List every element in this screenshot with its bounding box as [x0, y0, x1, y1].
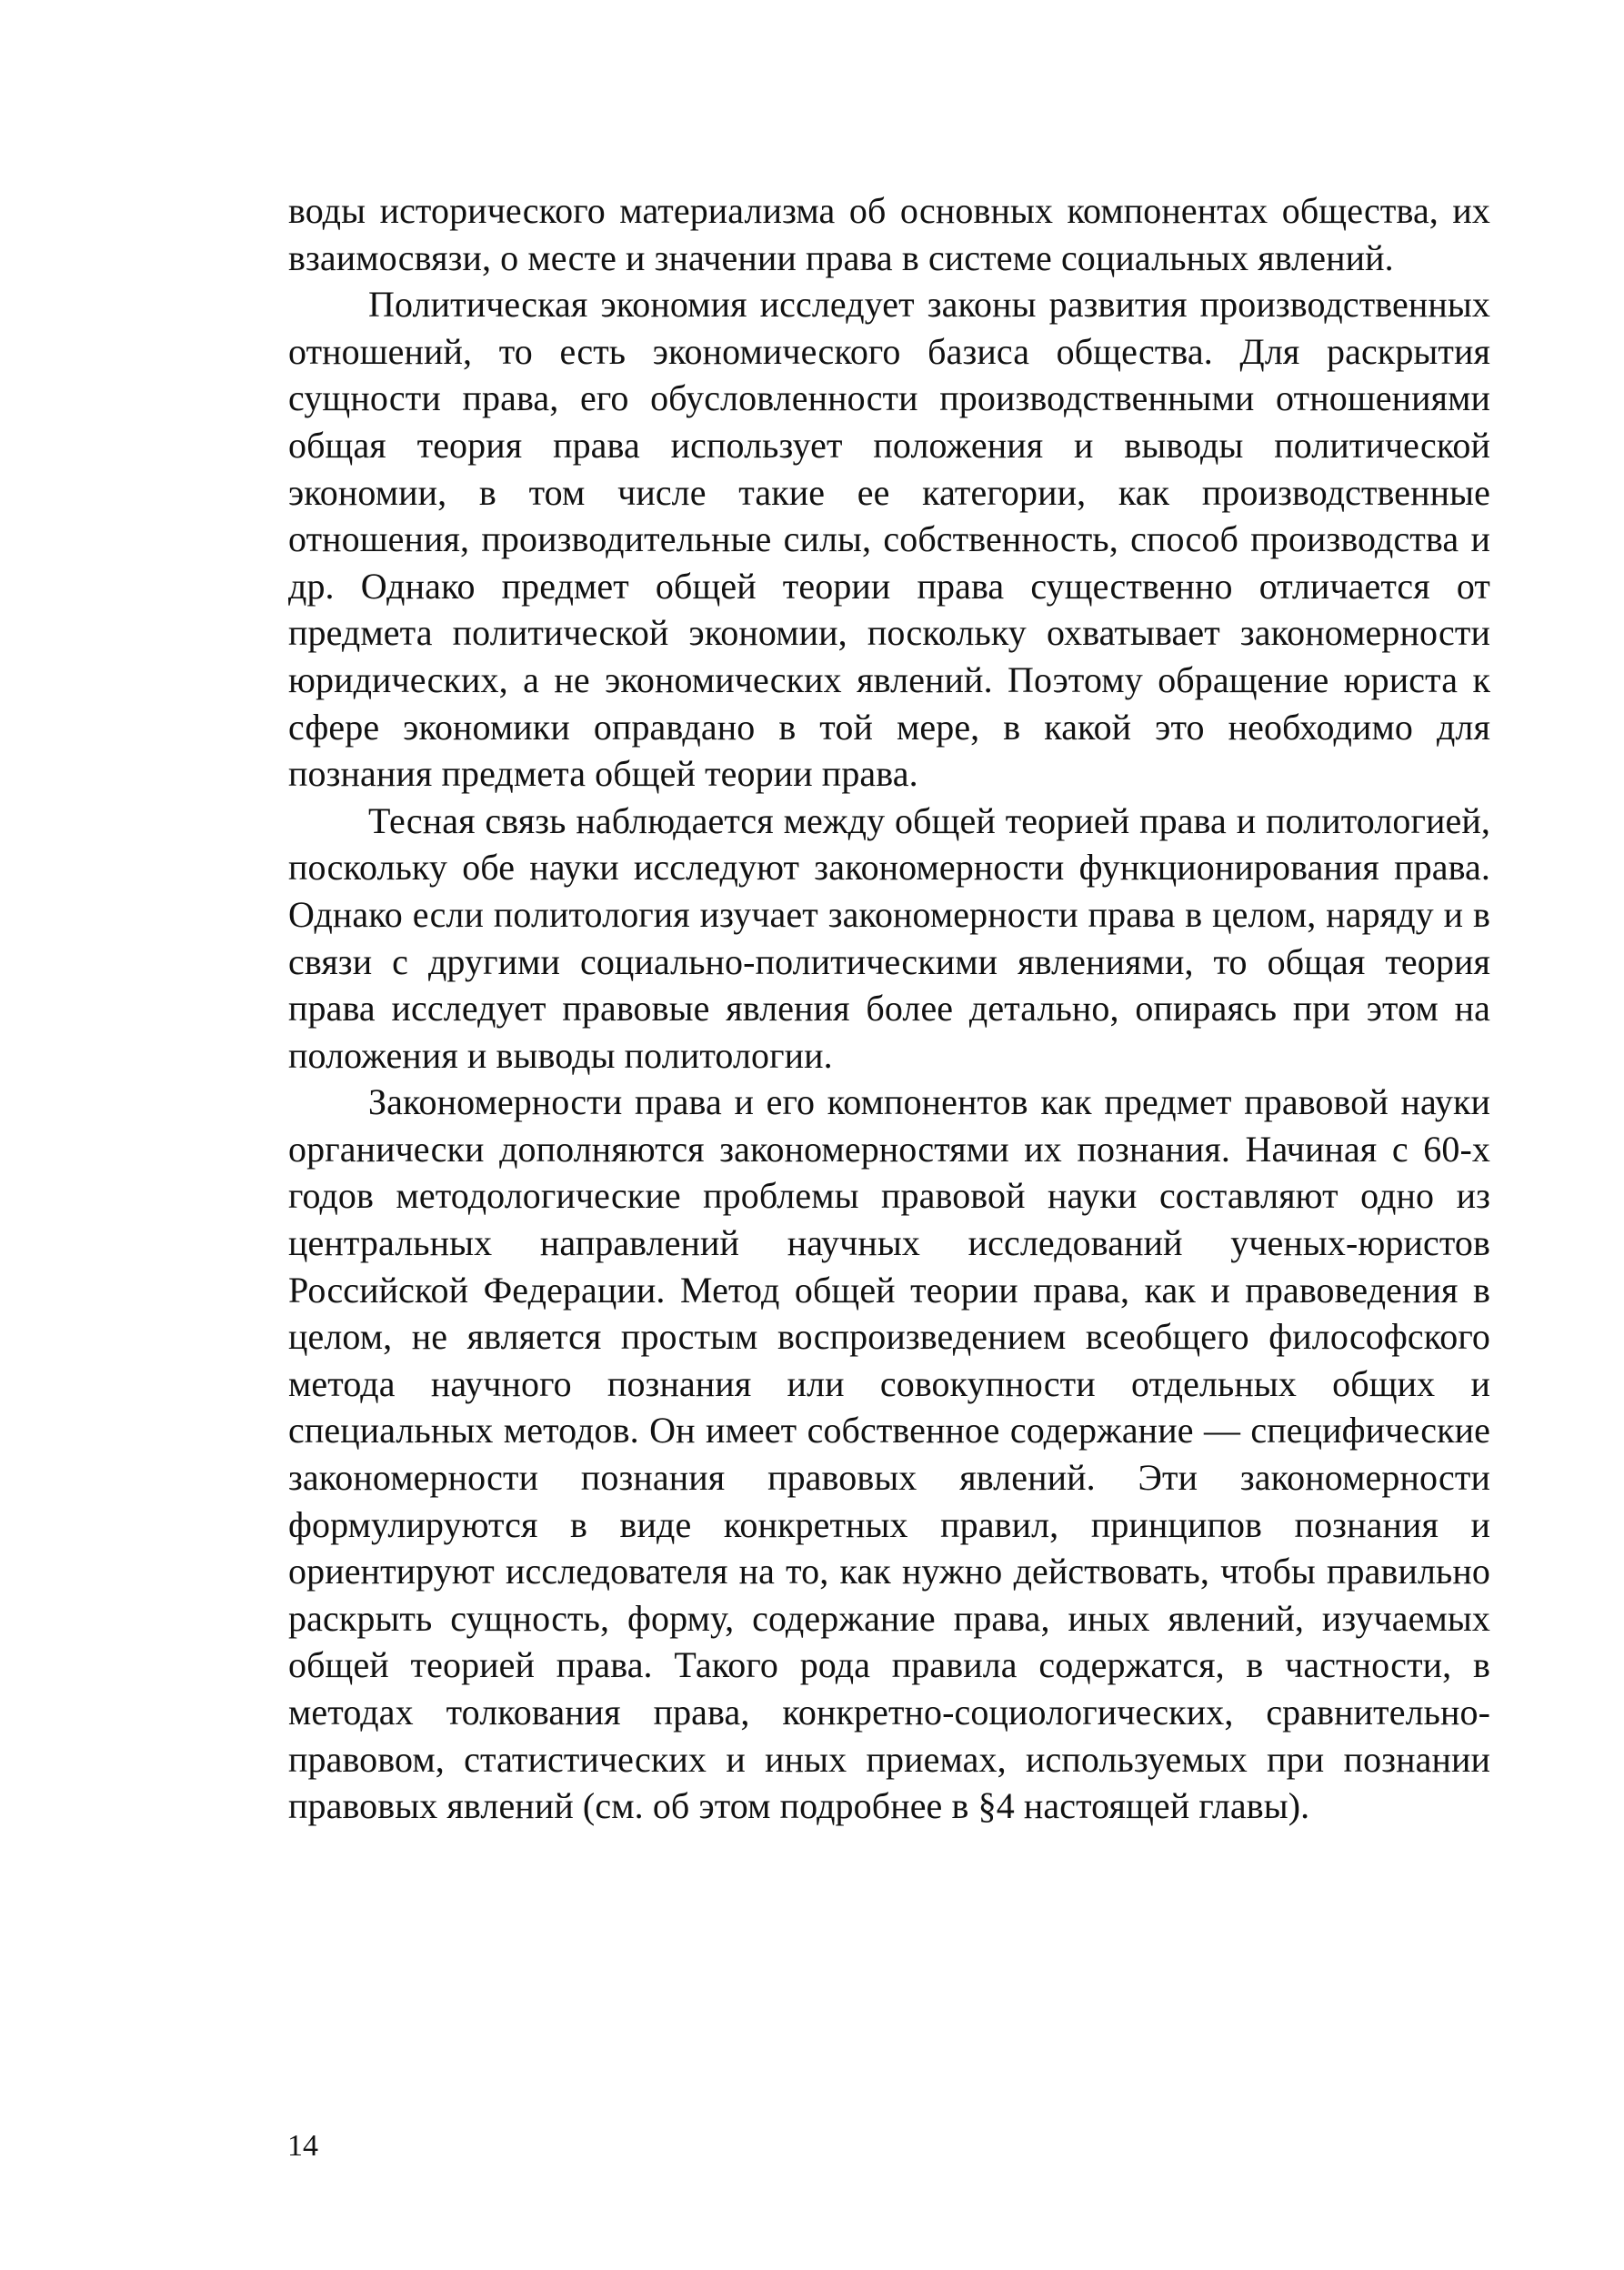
page-number: 14: [287, 2129, 318, 2163]
paragraph-continuation: воды исторического материализма об основных компонентах общества, их взаимосвязи, о месте и значении права в системе социальных явлений.: [288, 190, 1490, 278]
body-text: [288, 187, 1490, 1830]
paragraph-methodology: Закономерности права и его компонентов как предмет правовой науки органически дополняются закономерностями их познания. Начиная с 60-х годов методологические проблемы правовой науки составляют одно из центральных направлений научных исследований ученых-юристов Российской Федерации. Метод общей теории права, как и правоведения в целом, не является простым воспроизведением всеобщего философского метода научного познания или совокупности отдельных общих и специальных методов. Он имеет собственное содержание — специфические закономерности познания правовых явлений. Эти закономерности формулируются в виде конкретных правил, принципов познания и ориентируют исследователя на то, как нужно действовать, чтобы правильно раскрыть сущность, форму, содержание права, иных явлений, изучаемых общей теорией права. Такого рода правила содержатся, в частности, в методах толкования права, конкретно-социологических, сравнительно-правовом, статистических и иных приемах, используемых при познании правовых явлений (см. об этом подробнее в §4 настоящей главы).: [288, 1081, 1490, 1827]
paragraph-political-science: Тесная связь наблюдается между общей теорией права и политологией, поскольку обе науки исследуют закономерности функционирования права. Однако если политология изучает закономерности права в целом, наряду и в связи с другими социально-политическими явлениями, то общая теория права исследует правовые явления более детально, опираясь при этом на положения и выводы политологии.: [288, 799, 1490, 1076]
paragraph-political-economy: Политическая экономия исследует законы развития производственных отношений, то есть экономического базиса общества. Для раскрытия сущности права, его обусловленности производственными отношениями общая теория права использует положения и выводы политической экономии, в том числе такие ее категории, как производственные отношения, производительные силы, собственность, способ производства и др. Однако предмет общей теории права существенно отличается от предмета политической экономии, поскольку охватывает закономерности юридических, а не экономических явлений. Поэтому обращение юриста к сфере экономики оправдано в той мере, в какой это необходимо для познания предмета общей теории права.: [288, 284, 1490, 795]
